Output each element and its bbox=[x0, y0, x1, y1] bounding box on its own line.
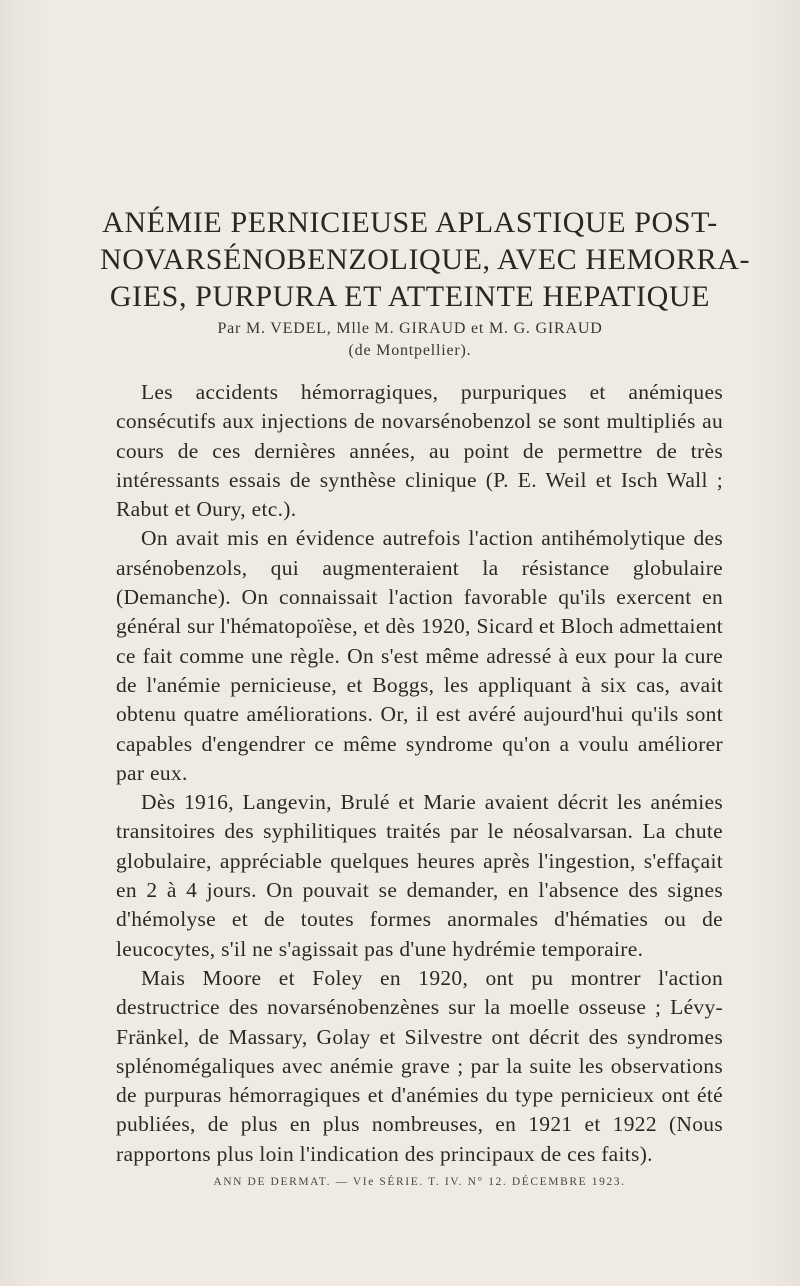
article-title bbox=[100, 204, 751, 315]
paragraph: On avait mis en évidence autrefois l'action antihémolytique des arsénobenzols, qui augmenteraient la résistance globulaire (Demanche). On connaissait l'action favorable qu'ils exercent en général sur l'hématopoïèse, et dès 1920, Sicard et Bloch admettaient ce fait comme une règle. On s'est même adressé à eux pour la cure de l'anémie pernicieuse, et Boggs, les appliquant à six cas, avait obtenu quatre améliorations. Or, il est avéré aujourd'hui qu'ils sont capables d'engendrer ce même syndrome qu'on a voulu améliorer par eux. bbox=[116, 526, 723, 785]
article-body bbox=[116, 378, 723, 1169]
affiliation: (de Montpellier). bbox=[348, 342, 472, 359]
author-block bbox=[100, 318, 720, 362]
paragraph: Dès 1916, Langevin, Brulé et Marie avaient décrit les anémies transitoires des syphilitiques traités par le néosalvarsan. La chute globulaire, appréciable quelques heures après l'ingestion, s'effaçait en 2 à 4 jours. On pouvait se demander, en l'absence des signes d'hémolyse et de toutes formes anormales d'hématies ou de leucocytes, s'il ne s'agissait pas d'une hydrémie temporaire. bbox=[116, 790, 723, 961]
title-line: GIES, PURPURA ET ATTEINTE HEPATIQUE bbox=[109, 280, 711, 313]
title-line: NOVARSÉNOBENZOLIQUE, AVEC HEMORRA- bbox=[100, 243, 751, 276]
byline: Par M. VEDEL, Mlle M. GIRAUD et M. G. GIRAUD bbox=[217, 320, 603, 337]
journal-footer: ANN DE DERMAT. — VIe SÉRIE. T. IV. N° 12. DÉCEMBRE 1923. bbox=[213, 1176, 626, 1188]
paragraph: Les accidents hémorragiques, purpuriques et anémiques consécutifs aux injections de novarsénobenzol se sont multipliés au cours de ces dernières années, au point de permettre de très intéressants essais de synthèse clinique (P. E. Weil et Isch Wall ; Rabut et Oury, etc.). bbox=[116, 380, 723, 522]
title-line: ANÉMIE PERNICIEUSE APLASTIQUE POST- bbox=[102, 206, 718, 239]
paragraph: Mais Moore et Foley en 1920, ont pu montrer l'action destructrice des novarsénobenzènes sur la moelle osseuse ; Lévy-Fränkel, de Massary, Golay et Silvestre ont décrit des syndromes splénomégaliques avec anémie grave ; par la suite les observations de purpuras hémorragiques et d'anémies du type pernicieux ont été publiées, de plus en plus nombreuses, en 1921 et 1922 (Nous rapportons plus loin l'indication des principaux de ces faits). bbox=[116, 965, 723, 1166]
